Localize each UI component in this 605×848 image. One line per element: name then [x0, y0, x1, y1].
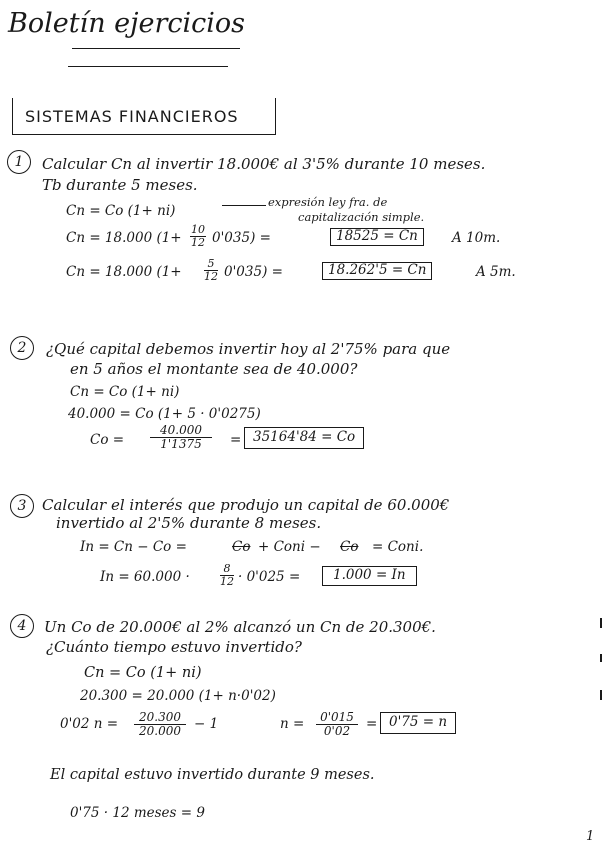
margin-mark	[600, 654, 602, 662]
ex4-statement-line-1: Un Co de 20.000€ al 2% alcanzó un Cn de 20.300€.	[44, 618, 436, 636]
ex3-formula-2-fraction	[220, 563, 234, 587]
ex3-statement-line-2: invertido al 2'5% durante 8 meses.	[56, 514, 322, 532]
ex4-formula-3-post: − 1	[194, 716, 219, 732]
fraction-denominator: 12	[191, 235, 205, 249]
page-number: 1	[586, 829, 595, 844]
margin-mark	[600, 618, 602, 628]
fraction-denominator: 12	[220, 574, 234, 588]
ex1-formula-2-fraction	[190, 224, 206, 248]
exercise-2-number: 2	[10, 336, 34, 360]
ex2-formula-3-fraction	[150, 424, 212, 450]
margin-mark	[600, 690, 602, 700]
exercise-4-number: 4	[10, 614, 34, 638]
ex1-formula-3-fraction	[204, 258, 218, 282]
ex3-formula-2-pre: In = 60.000 ·	[100, 569, 190, 585]
exercise-1-number: 1	[7, 150, 31, 174]
ex2-equals: =	[230, 432, 242, 448]
ex1-tag-5m: A 5m.	[476, 264, 516, 280]
ex1-tag-10m: A 10m.	[452, 230, 501, 246]
ex1-formula-3-pre: Cn = 18.000 (1+	[66, 264, 182, 280]
ex4-equals: =	[366, 716, 378, 732]
ex4-formula-3-pre: 0'02 n =	[60, 716, 119, 732]
ex2-formula-3-pre: Co =	[90, 432, 125, 448]
fraction-numerator: 0'015	[320, 710, 354, 724]
ex1-note-line-1: expresión ley fra. de	[268, 195, 388, 209]
ex3-statement-line-1: Calcular el interés que produjo un capital de 60.000€	[42, 496, 450, 514]
title-underline-1	[72, 48, 240, 49]
ex2-formula-1: Cn = Co (1+ ni)	[70, 384, 180, 400]
ex1-result-5m: 18.262'5 = Cn	[322, 262, 432, 280]
fraction-denominator: 1'1375	[150, 437, 212, 451]
fraction-denominator: 12	[204, 269, 218, 283]
ex2-statement-line-2: en 5 años el montante sea de 40.000?	[70, 360, 358, 378]
ex4-formula-1: Cn = Co (1+ ni)	[84, 665, 202, 681]
ex4-formula-3-fraction	[134, 711, 186, 737]
section-title: SISTEMAS FINANCIEROS	[25, 107, 239, 126]
ex1-statement-line-1: Calcular Cn al invertir 18.000€ al 3'5% durante 10 meses.	[42, 155, 486, 173]
ex1-note-line-2: capitalización simple.	[298, 210, 425, 224]
page-title: Boletín ejercicios	[8, 8, 246, 39]
ex3-formula-1e: = Coni.	[372, 539, 424, 555]
ex4-formula-2: 20.300 = 20.000 (1+ n·0'02)	[80, 688, 276, 704]
fraction-numerator: 8	[223, 562, 231, 575]
ex3-result: 1.000 = In	[322, 566, 417, 586]
ex3-formula-1d-struck: Co	[340, 539, 359, 555]
ex4-formula-4-pre: n =	[280, 716, 305, 732]
ex3-formula-2-post: · 0'025 =	[238, 569, 301, 585]
ex2-statement-line-1: ¿Qué capital debemos invertir hoy al 2'75% para que	[46, 340, 451, 358]
ex2-result: 35164'84 = Co	[244, 427, 364, 449]
ex2-formula-2: 40.000 = Co (1+ 5 · 0'0275)	[68, 406, 261, 422]
ex3-formula-1c: + Coni −	[258, 539, 321, 555]
ex4-formula-4-fraction	[316, 711, 358, 737]
ex1-statement-line-2: Tb durante 5 meses.	[42, 176, 198, 194]
fraction-denominator: 0'02	[316, 724, 358, 738]
ex3-formula-1b-struck: Co	[232, 539, 251, 555]
ex1-arrow-line	[222, 205, 266, 206]
ex1-formula-3-post: 0'035) =	[224, 264, 283, 280]
ex4-result: 0'75 = n	[380, 712, 456, 734]
ex1-result-10m: 18525 = Cn	[330, 228, 424, 246]
ex4-conclusion: El capital estuvo invertido durante 9 meses.	[50, 767, 375, 783]
ex1-formula-2-pre: Cn = 18.000 (1+	[66, 230, 182, 246]
ex1-formula-2-post: 0'035) =	[212, 230, 271, 246]
fraction-numerator: 20.300	[139, 710, 181, 724]
exercise-3-number: 3	[10, 494, 34, 518]
ex4-statement-line-2: ¿Cuánto tiempo estuvo invertido?	[46, 638, 302, 656]
ex4-formula-5: 0'75 · 12 meses = 9	[70, 805, 205, 821]
ex1-formula-1: Cn = Co (1+ ni)	[66, 203, 176, 219]
fraction-numerator: 10	[191, 223, 205, 236]
title-underline-2	[68, 66, 228, 67]
ex3-formula-1a: In = Cn − Co =	[80, 539, 187, 555]
fraction-denominator: 20.000	[134, 724, 186, 738]
section-header	[12, 98, 276, 135]
fraction-numerator: 5	[207, 257, 215, 270]
fraction-numerator: 40.000	[160, 423, 202, 437]
